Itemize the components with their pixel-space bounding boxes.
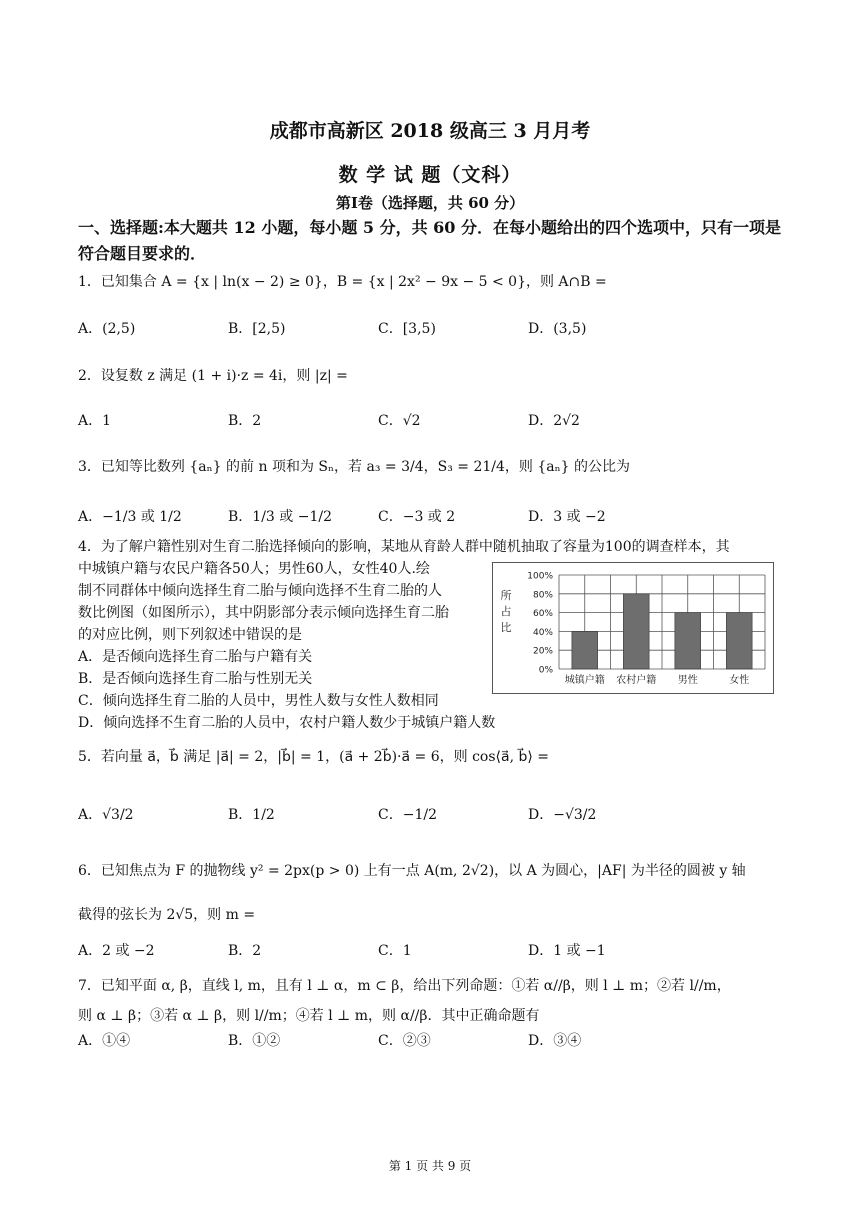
option-a: A．√3/2	[78, 807, 134, 823]
question-5-stem: 5．若向量 a⃗，b⃗ 满足 |a⃗| = 2，|b⃗| = 1，(a⃗ + 2b⃗)·a⃗ = 6，则 cos⟨a⃗, b⃗⟩ =	[78, 749, 550, 765]
question-3-options	[78, 506, 788, 530]
y-axis-label-char: 比	[500, 621, 512, 634]
option-a: A．(2,5)	[78, 321, 136, 337]
x-tick-label: 女性	[729, 675, 750, 686]
bar	[572, 631, 598, 669]
bar-chart	[493, 563, 773, 693]
question-6-options	[78, 940, 788, 964]
option-d: D．③④	[528, 1033, 582, 1049]
question-4-line-4: 数比例图（如图所示），其中阴影部分表示倾向选择生育二胎	[78, 605, 449, 621]
question-4-line-3: 制不同群体中倾向选择生育二胎与倾向选择不生育二胎的人	[78, 583, 442, 599]
y-axis-label-char: 所	[500, 589, 512, 602]
exam-subtitle: 数 学 试 题（文科）	[338, 164, 522, 186]
option-a: A．2 或 −2	[78, 943, 155, 959]
option-d: D．3 或 −2	[528, 509, 606, 525]
x-tick-label: 农村户籍	[616, 675, 657, 686]
bar	[623, 594, 649, 669]
option-a: A．①④	[78, 1033, 131, 1049]
question-6-line-2: 截得的弦长为 2√5，则 m =	[78, 907, 256, 923]
option-c: C．−3 或 2	[378, 509, 456, 525]
question-7-line-2: 则 α ⊥ β；③若 α ⊥ β，则 l//m；④若 l ⊥ m，则 α//β．其中正确命题有	[78, 1008, 540, 1024]
option-a: A．−1/3 或 1/2	[78, 509, 182, 525]
option-d: D．倾向选择不生育二胎的人员中，农村户籍人数少于城镇户籍人数	[78, 715, 496, 731]
question-7-line-1: 7．已知平面 α, β，直线 l, m，且有 l ⊥ α，m ⊂ β，给出下列命题：①若 α//β，则 l ⊥ m；②若 l//m，	[78, 978, 731, 994]
option-c: C．√2	[378, 413, 421, 429]
option-b: B．2	[228, 413, 262, 429]
question-2-options	[78, 410, 788, 434]
question-2-stem: 2．设复数 z 满足 (1 + i)·z = 4i，则 |z| =	[78, 368, 348, 384]
option-b: B．1/2	[228, 807, 275, 823]
question-5-options	[78, 804, 788, 828]
x-tick-label: 城镇户籍	[564, 675, 605, 686]
option-b: B．①②	[228, 1033, 281, 1049]
option-b: B．是否倾向选择生育二胎与性别无关	[78, 671, 313, 687]
question-4-line-5: 的对应比例，则下列叙述中错误的是	[78, 627, 302, 643]
y-tick-label: 40%	[532, 627, 553, 638]
question-3-stem: 3．已知等比数列 {aₙ} 的前 n 项和为 Sₙ，若 a₃ = 3/4，S₃ = 21/4，则 {aₙ} 的公比为	[78, 459, 631, 475]
question-1-options	[78, 318, 788, 342]
y-tick-label: 20%	[532, 646, 553, 657]
option-c: C．[3,5)	[378, 321, 436, 337]
y-tick-label: 0%	[538, 665, 553, 676]
y-tick-label: 80%	[532, 590, 553, 601]
x-tick-label: 男性	[677, 675, 698, 686]
option-d: D．2√2	[528, 413, 580, 429]
option-b: B．1/3 或 −1/2	[228, 509, 332, 525]
exam-title: 成都市高新区 2018 级高三 3 月月考	[269, 120, 591, 142]
y-tick-label: 60%	[532, 609, 553, 620]
bar	[726, 613, 752, 669]
bar	[675, 613, 701, 669]
option-d: D．1 或 −1	[528, 943, 606, 959]
question-1-stem: 1．已知集合 A = {x | ln(x − 2) ≥ 0}，B = {x | 2x² − 9x − 5 < 0}，则 A∩B =	[78, 274, 607, 290]
page-footer: 第 1 页 共 9 页	[388, 1159, 472, 1173]
question-4-line-1: 4．为了解户籍性别对生育二胎选择倾向的影响，某地从育龄人群中随机抽取了容量为100的调查样本，其	[78, 539, 730, 555]
option-d: D．(3,5)	[528, 321, 587, 337]
option-d: D．−√3/2	[528, 807, 597, 823]
option-c: C．倾向选择生育二胎的人员中，男性人数与女性人数相同	[78, 693, 439, 709]
question-6-line-1: 6．已知焦点为 F 的抛物线 y² = 2px(p > 0) 上有一点 A(m, 2√2)，以 A 为圆心，|AF| 为半径的圆被 y 轴	[78, 863, 746, 879]
question-7-options	[78, 1030, 788, 1054]
volume-title: 第Ⅰ卷（选择题，共 60 分）	[335, 194, 525, 212]
option-b: B．[2,5)	[228, 321, 286, 337]
option-c: C．②③	[378, 1033, 431, 1049]
option-c: C．−1/2	[378, 807, 437, 823]
option-c: C．1	[378, 943, 412, 959]
option-a: A．是否倾向选择生育二胎与户籍有关	[78, 649, 313, 665]
bar-chart-frame	[492, 562, 774, 694]
option-a: A．1	[78, 413, 112, 429]
section-heading: 一、选择题:本大题共 12 小题，每小题 5 分，共 60 分．在每小题给出的四个选项中，只有一项是符合题目要求的．	[78, 218, 781, 263]
y-tick-label: 100%	[527, 571, 553, 582]
y-axis-label-char: 占	[500, 605, 512, 618]
question-4-line-2: 中城镇户籍与农民户籍各50人；男性60人，女性40人.绘	[78, 561, 430, 577]
option-b: B．2	[228, 943, 262, 959]
